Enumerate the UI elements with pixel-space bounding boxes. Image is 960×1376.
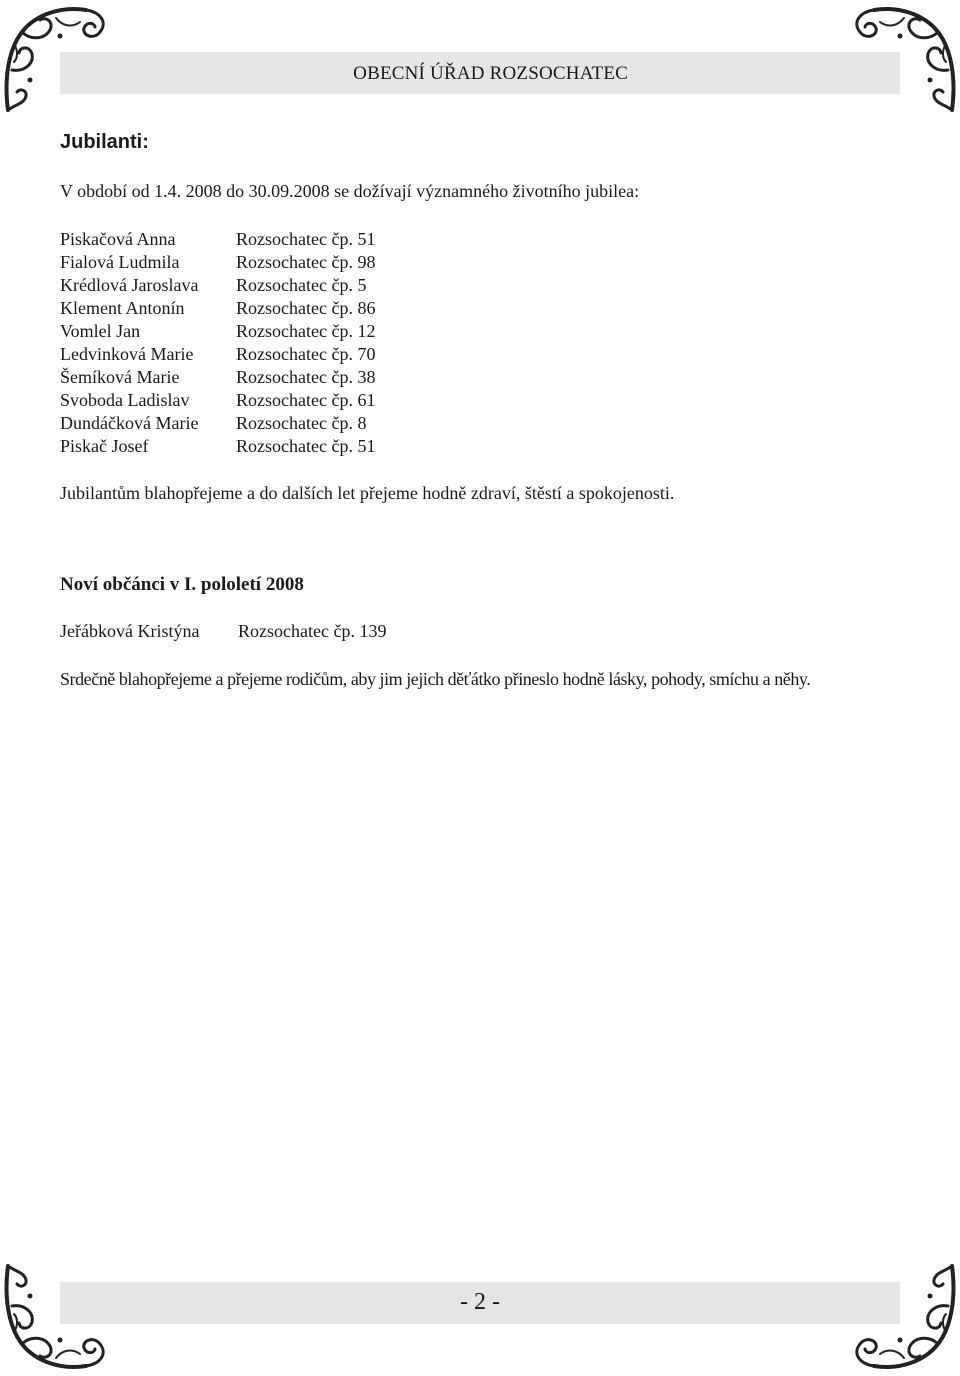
person-address: Rozsochatec čp. 12 bbox=[236, 321, 376, 341]
person-address: Rozsochatec čp. 98 bbox=[236, 252, 376, 272]
person-name: Svoboda Ladislav bbox=[60, 390, 190, 410]
list-item bbox=[60, 343, 660, 366]
section-title-new-citizens: Noví občánci v I. pololetí 2008 bbox=[60, 574, 304, 595]
baby-name: Jeřábková Kristýna bbox=[60, 621, 200, 641]
period-text: V období od 1.4. 2008 do 30.09.2008 se dožívají významného životního jubilea: bbox=[60, 181, 640, 201]
person-name: Vomlel Jan bbox=[60, 321, 141, 341]
person-name: Piskač Josef bbox=[60, 436, 149, 456]
footer-band bbox=[60, 1282, 900, 1324]
person-name: Krédlová Jaroslava bbox=[60, 275, 199, 295]
person-address: Rozsochatec čp. 51 bbox=[236, 229, 376, 249]
list-item bbox=[60, 435, 660, 458]
person-address: Rozsochatec čp. 38 bbox=[236, 367, 376, 387]
person-name: Ledvinková Marie bbox=[60, 344, 194, 364]
list-item bbox=[60, 297, 660, 320]
person-name: Klement Antonín bbox=[60, 298, 185, 318]
baby-address: Rozsochatec čp. 139 bbox=[238, 621, 387, 641]
list-item bbox=[60, 274, 660, 297]
person-address: Rozsochatec čp. 8 bbox=[236, 413, 367, 433]
list-item bbox=[60, 412, 660, 435]
list-item bbox=[60, 366, 660, 389]
person-address: Rozsochatec čp. 51 bbox=[236, 436, 376, 456]
list-item bbox=[60, 621, 386, 642]
person-address: Rozsochatec čp. 61 bbox=[236, 390, 376, 410]
page-number: - 2 - bbox=[460, 1289, 500, 1315]
section-title-jubilanti: Jubilanti: bbox=[60, 131, 149, 153]
list-item bbox=[60, 389, 660, 412]
person-address: Rozsochatec čp. 70 bbox=[236, 344, 376, 364]
person-name: Fialová Ludmila bbox=[60, 252, 180, 272]
list-item bbox=[60, 320, 660, 343]
person-name: Šemíková Marie bbox=[60, 367, 180, 387]
list-item bbox=[60, 228, 660, 251]
person-name: Dundáčková Marie bbox=[60, 413, 199, 433]
person-address: Rozsochatec čp. 86 bbox=[236, 298, 376, 318]
header-band bbox=[60, 52, 900, 94]
new-citizens-wish-text: Srdečně blahopřejeme a přejeme rodičům, aby jim jejich děťátko přineslo hodně lásky, pohody, smíchu a něhy. bbox=[60, 669, 811, 689]
header-title: OBECNÍ ÚŘAD ROZSOCHATEC bbox=[353, 63, 628, 84]
list-item bbox=[60, 251, 660, 274]
jubilee-wish-text: Jubilantům blahopřejeme a do dalších let přejeme hodně zdraví, štěstí a spokojenosti. bbox=[60, 483, 675, 503]
jubilee-list bbox=[60, 228, 660, 458]
person-name: Piskačová Anna bbox=[60, 229, 176, 249]
person-address: Rozsochatec čp. 5 bbox=[236, 275, 367, 295]
